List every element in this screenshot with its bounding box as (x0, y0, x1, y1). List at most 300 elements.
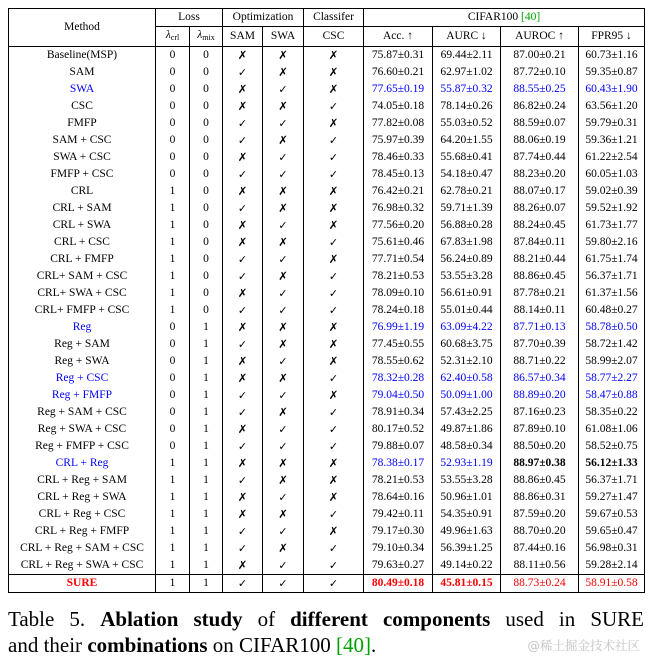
method-cell: CRL + Reg + SWA (9, 489, 156, 506)
table-row (9, 506, 645, 523)
check-icon: ✓ (223, 251, 263, 268)
acc-value: 77.56±0.20 (364, 217, 433, 234)
auroc-value: 88.59±0.07 (501, 115, 579, 132)
acc-value: 75.87±0.31 (364, 47, 433, 65)
auroc-value: 88.06±0.19 (501, 132, 579, 149)
lambda-crl-cell: 1 (156, 575, 190, 593)
caption-segment: . (371, 633, 377, 657)
fpr95-value: 59.27±1.47 (579, 489, 645, 506)
check-icon: ✓ (304, 98, 364, 115)
acc-value: 76.42±0.21 (364, 183, 433, 200)
table-row (9, 115, 645, 132)
check-icon: ✓ (223, 404, 263, 421)
fpr95-value: 59.52±1.92 (579, 200, 645, 217)
cross-icon: ✗ (223, 455, 263, 472)
table-row (9, 251, 645, 268)
check-icon: ✓ (304, 506, 364, 523)
cross-icon: ✗ (304, 115, 364, 132)
aurc-value: 69.44±2.11 (433, 47, 501, 65)
cross-icon: ✗ (304, 523, 364, 540)
lambda-mix-cell: 1 (190, 336, 223, 353)
cross-icon: ✗ (263, 64, 304, 81)
cross-icon: ✗ (263, 98, 304, 115)
acc-value: 76.99±1.19 (364, 319, 433, 336)
aurc-value: 53.55±3.28 (433, 472, 501, 489)
lambda-crl-cell: 0 (156, 115, 190, 132)
aurc-value: 57.43±2.25 (433, 404, 501, 421)
aurc-value: 56.39±1.25 (433, 540, 501, 557)
table-row (9, 47, 645, 65)
fpr95-value: 59.67±0.53 (579, 506, 645, 523)
acc-value: 77.65±0.19 (364, 81, 433, 98)
aurc-value: 49.87±1.86 (433, 421, 501, 438)
lambda-crl-cell: 0 (156, 64, 190, 81)
cross-icon: ✗ (304, 387, 364, 404)
lambda-mix-cell: 1 (190, 575, 223, 593)
check-icon: ✓ (304, 302, 364, 319)
method-cell: CRL + CSC (9, 234, 156, 251)
aurc-value: 56.88±0.28 (433, 217, 501, 234)
check-icon: ✓ (263, 489, 304, 506)
fpr95-value: 59.79±0.31 (579, 115, 645, 132)
col-group-classifer: Classifer (304, 9, 364, 27)
table-row (9, 523, 645, 540)
fpr95-value: 58.52±0.75 (579, 438, 645, 455)
cross-icon: ✗ (304, 251, 364, 268)
lambda-crl-cell: 0 (156, 370, 190, 387)
acc-value: 78.21±0.53 (364, 472, 433, 489)
lambda-crl-cell: 0 (156, 387, 190, 404)
check-icon: ✓ (304, 132, 364, 149)
lambda-crl-cell: 1 (156, 234, 190, 251)
lambda-mix-cell: 1 (190, 523, 223, 540)
lambda-mix-cell: 0 (190, 183, 223, 200)
cross-icon: ✗ (304, 47, 364, 65)
caption-segment: and their (8, 633, 88, 657)
cross-icon: ✗ (223, 183, 263, 200)
lambda-crl-cell: 1 (156, 302, 190, 319)
method-cell: Reg + FMFP + CSC (9, 438, 156, 455)
acc-value: 79.04±0.50 (364, 387, 433, 404)
ablation-table (8, 8, 645, 593)
cross-icon: ✗ (223, 353, 263, 370)
method-cell: FMFP (9, 115, 156, 132)
method-cell: SURE (9, 575, 156, 593)
lambda-crl-cell: 1 (156, 183, 190, 200)
fpr95-value: 60.73±1.16 (579, 47, 645, 65)
cross-icon: ✗ (263, 455, 304, 472)
fpr95-value: 59.36±1.21 (579, 132, 645, 149)
cross-icon: ✗ (304, 64, 364, 81)
auroc-value: 87.72±0.10 (501, 64, 579, 81)
table-row (9, 319, 645, 336)
method-cell: CRL (9, 183, 156, 200)
header-group-row (9, 9, 645, 27)
check-icon: ✓ (263, 302, 304, 319)
fpr95-value: 58.91±0.58 (579, 575, 645, 593)
fpr95-value: 61.22±2.54 (579, 149, 645, 166)
acc-value: 80.49±0.18 (364, 575, 433, 593)
acc-value: 76.60±0.21 (364, 64, 433, 81)
cross-icon: ✗ (304, 336, 364, 353)
cross-icon: ✗ (223, 98, 263, 115)
table-row (9, 455, 645, 472)
cross-icon: ✗ (223, 319, 263, 336)
auroc-value: 87.00±0.21 (501, 47, 579, 65)
table-row (9, 421, 645, 438)
fpr95-value: 58.72±1.42 (579, 336, 645, 353)
lambda-crl-cell: 1 (156, 285, 190, 302)
method-cell: FMFP + CSC (9, 166, 156, 183)
col-subheader-acc: Acc. ↑ (364, 27, 433, 47)
aurc-value: 50.09±1.00 (433, 387, 501, 404)
check-icon: ✓ (304, 540, 364, 557)
aurc-value: 52.93±1.19 (433, 455, 501, 472)
method-cell: CRL + Reg + SWA + CSC (9, 557, 156, 575)
lambda-crl-cell: 0 (156, 166, 190, 183)
cross-icon: ✗ (304, 472, 364, 489)
lambda-mix-cell: 0 (190, 217, 223, 234)
method-cell: CRL+ SWA + CSC (9, 285, 156, 302)
check-icon: ✓ (223, 575, 263, 593)
caption-segment: used in SURE (490, 607, 644, 631)
auroc-value: 88.86±0.45 (501, 472, 579, 489)
check-icon: ✓ (223, 472, 263, 489)
acc-value: 79.17±0.30 (364, 523, 433, 540)
auroc-value: 88.23±0.20 (501, 166, 579, 183)
auroc-value: 88.86±0.45 (501, 268, 579, 285)
acc-value: 78.24±0.18 (364, 302, 433, 319)
auroc-value: 88.55±0.25 (501, 81, 579, 98)
check-icon: ✓ (223, 336, 263, 353)
lambda-mix-cell: 0 (190, 302, 223, 319)
aurc-value: 56.24±0.89 (433, 251, 501, 268)
col-subheader-csc: CSC (304, 27, 364, 47)
watermark: @稀土掘金技术社区 (527, 638, 640, 653)
lambda-crl-subscript: crl (170, 33, 180, 42)
col-subheader-lambda-mix (190, 27, 223, 47)
fpr95-value: 56.37±1.71 (579, 268, 645, 285)
cross-icon: ✗ (223, 506, 263, 523)
cross-icon: ✗ (263, 200, 304, 217)
fpr95-value: 60.48±0.27 (579, 302, 645, 319)
auroc-value: 88.11±0.56 (501, 557, 579, 575)
cross-icon: ✗ (223, 234, 263, 251)
check-icon: ✓ (223, 540, 263, 557)
fpr95-value: 58.47±0.88 (579, 387, 645, 404)
lambda-crl-cell: 0 (156, 132, 190, 149)
aurc-value: 55.68±0.41 (433, 149, 501, 166)
lambda-mix-cell: 0 (190, 132, 223, 149)
method-cell: CRL + Reg + FMFP (9, 523, 156, 540)
lambda-crl-cell: 0 (156, 149, 190, 166)
fpr95-value: 60.43±1.90 (579, 81, 645, 98)
table-row (9, 302, 645, 319)
check-icon: ✓ (223, 523, 263, 540)
aurc-value: 49.96±1.63 (433, 523, 501, 540)
cross-icon: ✗ (263, 370, 304, 387)
auroc-value: 87.44±0.16 (501, 540, 579, 557)
auroc-value: 87.16±0.23 (501, 404, 579, 421)
lambda-crl-cell: 1 (156, 200, 190, 217)
lambda-mix-cell: 1 (190, 472, 223, 489)
table-row (9, 149, 645, 166)
aurc-value: 63.09±4.22 (433, 319, 501, 336)
caption-segment: combinations (87, 633, 208, 657)
acc-value: 79.88±0.07 (364, 438, 433, 455)
acc-value: 77.82±0.08 (364, 115, 433, 132)
cross-icon: ✗ (304, 183, 364, 200)
lambda-crl-cell: 0 (156, 438, 190, 455)
fpr95-value: 58.99±2.07 (579, 353, 645, 370)
aurc-value: 56.61±0.91 (433, 285, 501, 302)
auroc-value: 88.97±0.38 (501, 455, 579, 472)
method-cell: CRL + FMFP (9, 251, 156, 268)
cross-icon: ✗ (304, 319, 364, 336)
lambda-mix-cell: 1 (190, 506, 223, 523)
method-cell: CSC (9, 98, 156, 115)
check-icon: ✓ (263, 217, 304, 234)
lambda-mix-cell: 0 (190, 64, 223, 81)
check-icon: ✓ (263, 115, 304, 132)
acc-value: 79.42±0.11 (364, 506, 433, 523)
check-icon: ✓ (223, 268, 263, 285)
acc-value: 80.17±0.52 (364, 421, 433, 438)
lambda-mix-cell: 0 (190, 149, 223, 166)
lambda-crl-cell: 1 (156, 217, 190, 234)
check-icon: ✓ (304, 370, 364, 387)
caption-segment: Ablation study (100, 607, 243, 631)
lambda-crl-cell: 1 (156, 268, 190, 285)
fpr95-value: 63.56±1.20 (579, 98, 645, 115)
col-subheader-aurc: AURC ↓ (433, 27, 501, 47)
table-row (9, 387, 645, 404)
lambda-mix-cell: 0 (190, 166, 223, 183)
cross-icon: ✗ (263, 506, 304, 523)
lambda-crl-cell: 1 (156, 506, 190, 523)
citation-40[interactable]: [40] (336, 633, 372, 657)
check-icon: ✓ (304, 149, 364, 166)
aurc-value: 55.01±0.44 (433, 302, 501, 319)
cross-icon: ✗ (263, 132, 304, 149)
lambda-symbol: λ (197, 29, 203, 41)
method-cell: Reg + SAM + CSC (9, 404, 156, 421)
lambda-crl-cell: 1 (156, 472, 190, 489)
check-icon: ✓ (304, 575, 364, 593)
acc-value: 78.55±0.62 (364, 353, 433, 370)
method-cell: Reg + SAM (9, 336, 156, 353)
aurc-value: 59.71±1.39 (433, 200, 501, 217)
check-icon: ✓ (304, 285, 364, 302)
method-cell: Baseline(MSP) (9, 47, 156, 65)
auroc-value: 88.07±0.17 (501, 183, 579, 200)
check-icon: ✓ (304, 438, 364, 455)
acc-value: 75.61±0.46 (364, 234, 433, 251)
auroc-value: 87.89±0.10 (501, 421, 579, 438)
table-row (9, 234, 645, 251)
check-icon: ✓ (304, 268, 364, 285)
cross-icon: ✗ (263, 472, 304, 489)
lambda-mix-cell: 1 (190, 370, 223, 387)
check-icon: ✓ (263, 81, 304, 98)
lambda-crl-cell: 1 (156, 489, 190, 506)
lambda-crl-cell: 1 (156, 557, 190, 575)
lambda-crl-cell: 0 (156, 421, 190, 438)
fpr95-value: 56.98±0.31 (579, 540, 645, 557)
fpr95-value: 59.65±0.47 (579, 523, 645, 540)
aurc-value: 62.97±1.02 (433, 64, 501, 81)
aurc-value: 52.31±2.10 (433, 353, 501, 370)
lambda-mix-cell: 1 (190, 387, 223, 404)
method-cell: CRL + Reg (9, 455, 156, 472)
lambda-mix-cell: 1 (190, 353, 223, 370)
check-icon: ✓ (223, 200, 263, 217)
lambda-mix-subscript: mix (202, 33, 215, 42)
check-icon: ✓ (223, 302, 263, 319)
lambda-crl-cell: 0 (156, 336, 190, 353)
check-icon: ✓ (263, 285, 304, 302)
aurc-value: 50.96±1.01 (433, 489, 501, 506)
fpr95-value: 61.73±1.77 (579, 217, 645, 234)
lambda-mix-cell: 0 (190, 81, 223, 98)
acc-value: 74.05±0.18 (364, 98, 433, 115)
table-row (9, 64, 645, 81)
auroc-value: 88.24±0.45 (501, 217, 579, 234)
fpr95-value: 61.75±1.74 (579, 251, 645, 268)
cross-icon: ✗ (223, 217, 263, 234)
acc-value: 78.38±0.17 (364, 455, 433, 472)
acc-value: 78.91±0.34 (364, 404, 433, 421)
check-icon: ✓ (263, 438, 304, 455)
check-icon: ✓ (304, 234, 364, 251)
auroc-value: 88.73±0.24 (501, 575, 579, 593)
col-subheader-auroc: AUROC ↑ (501, 27, 579, 47)
check-icon: ✓ (304, 421, 364, 438)
acc-value: 75.97±0.39 (364, 132, 433, 149)
check-icon: ✓ (263, 166, 304, 183)
auroc-value: 86.82±0.24 (501, 98, 579, 115)
fpr95-value: 61.37±1.56 (579, 285, 645, 302)
cross-icon: ✗ (263, 404, 304, 421)
caption-segment: Table 5. (8, 607, 101, 631)
lambda-crl-cell: 0 (156, 47, 190, 65)
check-icon: ✓ (223, 115, 263, 132)
fpr95-value: 56.37±1.71 (579, 472, 645, 489)
auroc-value: 88.89±0.20 (501, 387, 579, 404)
aurc-value: 54.35±0.91 (433, 506, 501, 523)
lambda-mix-cell: 0 (190, 251, 223, 268)
aurc-value: 62.40±0.58 (433, 370, 501, 387)
cross-icon: ✗ (263, 319, 304, 336)
fpr95-value: 61.08±1.06 (579, 421, 645, 438)
lambda-mix-cell: 1 (190, 421, 223, 438)
lambda-crl-cell: 1 (156, 523, 190, 540)
check-icon: ✓ (223, 132, 263, 149)
citation-40[interactable]: [40] (521, 11, 541, 23)
cross-icon: ✗ (304, 455, 364, 472)
check-icon: ✓ (263, 353, 304, 370)
table-row (9, 575, 645, 593)
lambda-mix-cell: 1 (190, 404, 223, 421)
check-icon: ✓ (263, 149, 304, 166)
col-subheader-swa: SWA (263, 27, 304, 47)
acc-value: 79.10±0.34 (364, 540, 433, 557)
check-icon: ✓ (263, 523, 304, 540)
cross-icon: ✗ (304, 489, 364, 506)
col-header-method: Method (9, 9, 156, 47)
check-icon: ✓ (304, 404, 364, 421)
auroc-value: 87.70±0.39 (501, 336, 579, 353)
table-row (9, 183, 645, 200)
method-cell: CRL + SAM (9, 200, 156, 217)
cross-icon: ✗ (304, 217, 364, 234)
aurc-value: 62.78±0.21 (433, 183, 501, 200)
fpr95-value: 58.77±2.27 (579, 370, 645, 387)
cross-icon: ✗ (223, 421, 263, 438)
method-cell: Reg + SWA + CSC (9, 421, 156, 438)
table-row (9, 557, 645, 575)
aurc-value: 78.14±0.26 (433, 98, 501, 115)
fpr95-value: 59.80±2.16 (579, 234, 645, 251)
table-row (9, 472, 645, 489)
lambda-mix-cell: 1 (190, 557, 223, 575)
fpr95-value: 59.28±2.14 (579, 557, 645, 575)
cross-icon: ✗ (263, 268, 304, 285)
fpr95-value: 59.02±0.39 (579, 183, 645, 200)
cross-icon: ✗ (223, 149, 263, 166)
aurc-value: 48.58±0.34 (433, 438, 501, 455)
check-icon: ✓ (263, 387, 304, 404)
table-row (9, 98, 645, 115)
cross-icon: ✗ (223, 370, 263, 387)
aurc-value: 54.18±0.47 (433, 166, 501, 183)
auroc-value: 88.70±0.20 (501, 523, 579, 540)
cross-icon: ✗ (223, 489, 263, 506)
caption-segment: on CIFAR100 (207, 633, 337, 657)
method-cell: Reg + SWA (9, 353, 156, 370)
fpr95-value: 56.12±1.33 (579, 455, 645, 472)
table-row (9, 438, 645, 455)
auroc-value: 88.50±0.20 (501, 438, 579, 455)
cross-icon: ✗ (263, 540, 304, 557)
aurc-value: 45.81±0.15 (433, 575, 501, 593)
check-icon: ✓ (223, 166, 263, 183)
method-cell: CRL + Reg + CSC (9, 506, 156, 523)
auroc-value: 88.26±0.07 (501, 200, 579, 217)
lambda-crl-cell: 0 (156, 353, 190, 370)
auroc-value: 87.74±0.44 (501, 149, 579, 166)
cross-icon: ✗ (263, 183, 304, 200)
table-row (9, 540, 645, 557)
col-subheader-sam: SAM (223, 27, 263, 47)
lambda-mix-cell: 0 (190, 200, 223, 217)
fpr95-value: 58.78±0.50 (579, 319, 645, 336)
auroc-value: 88.21±0.44 (501, 251, 579, 268)
acc-value: 78.64±0.16 (364, 489, 433, 506)
table-row (9, 268, 645, 285)
method-cell: SWA (9, 81, 156, 98)
check-icon: ✓ (263, 421, 304, 438)
table-row (9, 336, 645, 353)
method-cell: Reg (9, 319, 156, 336)
check-icon: ✓ (304, 166, 364, 183)
lambda-mix-cell: 0 (190, 98, 223, 115)
fpr95-value: 59.35±0.87 (579, 64, 645, 81)
check-icon: ✓ (263, 557, 304, 575)
table-row (9, 353, 645, 370)
lambda-mix-cell: 1 (190, 489, 223, 506)
dataset-label: CIFAR100 (467, 11, 519, 23)
